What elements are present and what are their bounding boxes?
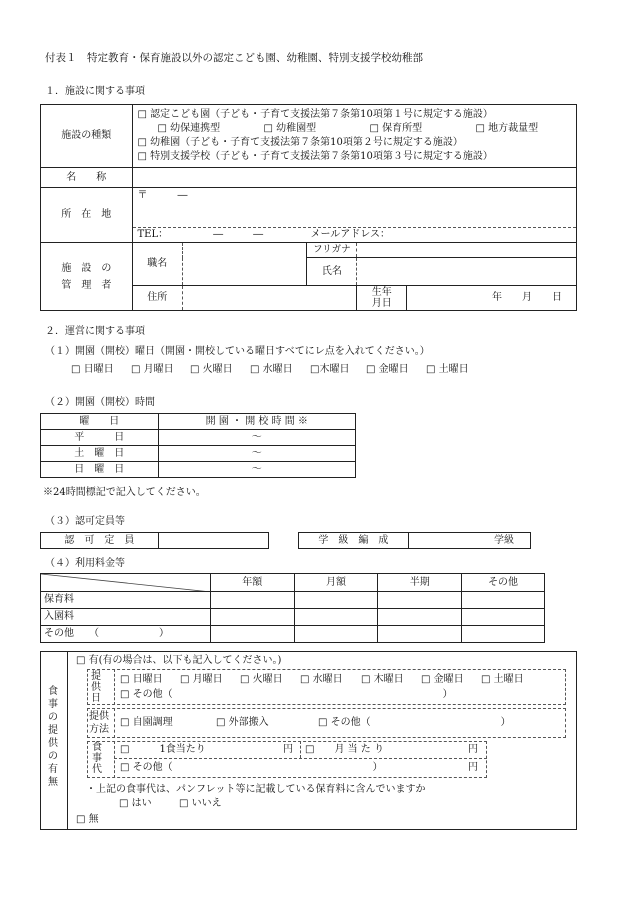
person-name-label: 氏名 [307, 258, 357, 286]
meal-day-sat[interactable]: □ 土曜日 [481, 674, 524, 685]
section1-heading: １．施設に関する事項 [45, 86, 145, 97]
hours-row-day: 土 曜 日 [41, 446, 159, 462]
facility-type-label: 施設の種類 [41, 105, 133, 168]
name-field[interactable] [132, 168, 577, 188]
day-tue-checkbox[interactable]: □ 火曜日 [190, 364, 233, 375]
method-other[interactable]: □ その他（ ） [318, 717, 511, 728]
birthdate-field[interactable]: 年 月 日 [407, 286, 577, 311]
person-name-field[interactable] [357, 258, 577, 286]
day-thu-checkbox[interactable]: □木曜日 [310, 364, 350, 375]
method-divider [114, 708, 115, 738]
address-label-mgr: 住所 [132, 286, 182, 311]
fee-cell[interactable] [210, 609, 294, 626]
provide-day-divider [114, 669, 115, 705]
job-title-field[interactable] [182, 243, 307, 286]
option-certified-kodomoen[interactable]: □ 認定こども園（子ども・子育て支援法第７条第10項第１号に規定する施設） [137, 109, 493, 120]
capacity-question: （３）認可定員等 [45, 516, 125, 527]
note-24h: ※24時間標記で記入してください。 [43, 487, 206, 498]
fee-included-answers [119, 798, 222, 810]
fee-cell[interactable] [210, 626, 294, 643]
fees-row-label: その他 （ ） [41, 626, 211, 643]
fees-head-half: 半期 [378, 574, 462, 592]
yen-unit: 円 [468, 762, 478, 773]
address-label: 所 在 地 [41, 188, 133, 243]
facility-info-table [40, 104, 577, 243]
hours-row-day: 日 曜 日 [41, 462, 159, 478]
fee-cell[interactable] [294, 609, 378, 626]
open-days-question: （１）開園（開校）曜日（開園・開校している曜日すべてにレ点を入れてください。） [45, 346, 430, 357]
meal-day-thu[interactable]: □ 木曜日 [361, 674, 404, 685]
meal-side-divider [67, 651, 68, 830]
furigana-label: フリガナ [307, 243, 357, 258]
email-field[interactable]: メールアドレス： [310, 229, 390, 240]
method-external[interactable]: □ 外部搬入 [216, 717, 269, 728]
manager-label: 施 設 の 管 理 者 [41, 243, 133, 311]
hours-question: （２）開園（開校）時間 [45, 397, 155, 408]
answer-no[interactable]: □ いいえ [179, 798, 222, 809]
job-title-label: 職名 [132, 243, 182, 286]
fees-row-label: 保育料 [41, 592, 211, 609]
capacity-label: 認 可 定 員 [41, 533, 159, 549]
hours-table [40, 413, 356, 478]
meal-yes-checkbox[interactable]: □ 有(有の場合は、以下も記入してください。) [76, 655, 282, 666]
hours-row-time[interactable]: ～ [158, 430, 355, 446]
meal-day-wed[interactable]: □ 水曜日 [300, 674, 343, 685]
cost-per-month[interactable]: □ 月 当 た り [305, 744, 384, 755]
meal-no-checkbox[interactable]: □ 無 [76, 814, 99, 825]
option-local-discretion[interactable]: □ 地方裁量型 [475, 123, 539, 134]
cost-vertical-divider [300, 741, 301, 758]
method-options [120, 717, 511, 729]
method-self-cook[interactable]: □ 自園調理 [120, 717, 173, 728]
open-days-options [71, 364, 469, 376]
fee-cell[interactable] [294, 592, 378, 609]
birthdate-label: 生年 月日 [357, 286, 407, 311]
manager-address-field[interactable] [182, 286, 357, 311]
fees-head-other: その他 [462, 574, 545, 592]
cost-other[interactable]: □ その他（ ） [120, 762, 383, 773]
name-label: 名 称 [41, 168, 133, 188]
furigana-field[interactable] [357, 243, 577, 258]
day-fri-checkbox[interactable]: □ 金曜日 [366, 364, 409, 375]
cost-per-meal[interactable]: □ 1食当たり [120, 744, 206, 755]
option-yoho-renkei[interactable]: □ 幼保連携型 [157, 123, 221, 134]
section2-heading: ２．運営に関する事項 [45, 326, 145, 337]
method-label: 提供 方法 [89, 711, 109, 735]
hours-row-time[interactable]: ～ [158, 462, 355, 478]
meal-side-label: 食事の提供の有無 [48, 686, 58, 788]
class-label: 学 級 編 成 [299, 533, 409, 549]
day-sat-checkbox[interactable]: □ 土曜日 [426, 364, 469, 375]
day-wed-checkbox[interactable]: □ 水曜日 [250, 364, 293, 375]
fee-cell[interactable] [378, 626, 462, 643]
fee-cell[interactable] [378, 609, 462, 626]
option-kindergarten[interactable]: □ 幼稚園（子ども・子育て支援法第７条第10項第２号に規定する施設） [137, 137, 463, 148]
provide-day-label: 提 供 日 [91, 671, 101, 704]
fee-cell[interactable] [462, 626, 545, 643]
tel-field[interactable]: TEL： ― ― [137, 229, 264, 240]
capacity-field[interactable] [158, 533, 268, 549]
fee-cell[interactable] [294, 626, 378, 643]
yen-unit: 円 [468, 744, 478, 755]
meal-day-mon[interactable]: □ 月曜日 [180, 674, 223, 685]
hours-head-time: 開 園 ・ 開 校 時 間 ※ [158, 414, 355, 430]
cost-label: 食 事 代 [92, 742, 102, 775]
fees-row-label: 入園料 [41, 609, 211, 626]
fees-table [40, 573, 545, 643]
postal-code[interactable]: 〒 ― [137, 190, 188, 201]
yen-unit: 円 [283, 744, 293, 755]
fee-cell[interactable] [210, 592, 294, 609]
fees-question: （４）利用料金等 [45, 558, 125, 569]
meal-day-other[interactable]: □ その他（ ） [120, 689, 453, 700]
meal-days [120, 674, 524, 686]
fee-cell[interactable] [462, 609, 545, 626]
day-mon-checkbox[interactable]: □ 月曜日 [131, 364, 174, 375]
capacity-table [40, 532, 269, 549]
diagonal-line [41, 574, 210, 592]
option-nursery-type[interactable]: □ 保育所型 [369, 123, 423, 134]
form-title: 付表１ 特定教育・保育施設以外の認定こども園、幼稚園、特別支援学校幼稚部 [45, 52, 423, 64]
hours-head-day: 曜 日 [41, 414, 159, 430]
hours-row-day: 平 日 [41, 430, 159, 446]
meal-day-sun[interactable]: □ 日曜日 [120, 674, 163, 685]
fee-included-question: ・上記の食事代は、パンフレット等に記載している保育料に含んでいますか [86, 784, 426, 795]
manager-table [40, 242, 577, 311]
fee-cell[interactable] [378, 592, 462, 609]
fee-cell[interactable] [462, 592, 545, 609]
cost-mid-line [114, 758, 487, 759]
option-special-school[interactable]: □ 特別支援学校（子ども・子育て支援法第７条第10項第３号に規定する施設） [137, 151, 493, 162]
answer-yes[interactable]: □ はい [119, 798, 152, 809]
fees-corner [41, 574, 211, 592]
cost-divider [114, 741, 115, 778]
option-kindergarten-type[interactable]: □ 幼稚園型 [263, 123, 317, 134]
hours-row-time[interactable]: ～ [158, 446, 355, 462]
day-sun-checkbox[interactable]: □ 日曜日 [71, 364, 114, 375]
fees-head-monthly: 月額 [294, 574, 378, 592]
class-field[interactable]: 学級 [408, 533, 530, 549]
fees-head-yearly: 年額 [210, 574, 294, 592]
meal-day-tue[interactable]: □ 火曜日 [240, 674, 283, 685]
class-table [298, 532, 531, 549]
meal-day-fri[interactable]: □ 金曜日 [421, 674, 464, 685]
